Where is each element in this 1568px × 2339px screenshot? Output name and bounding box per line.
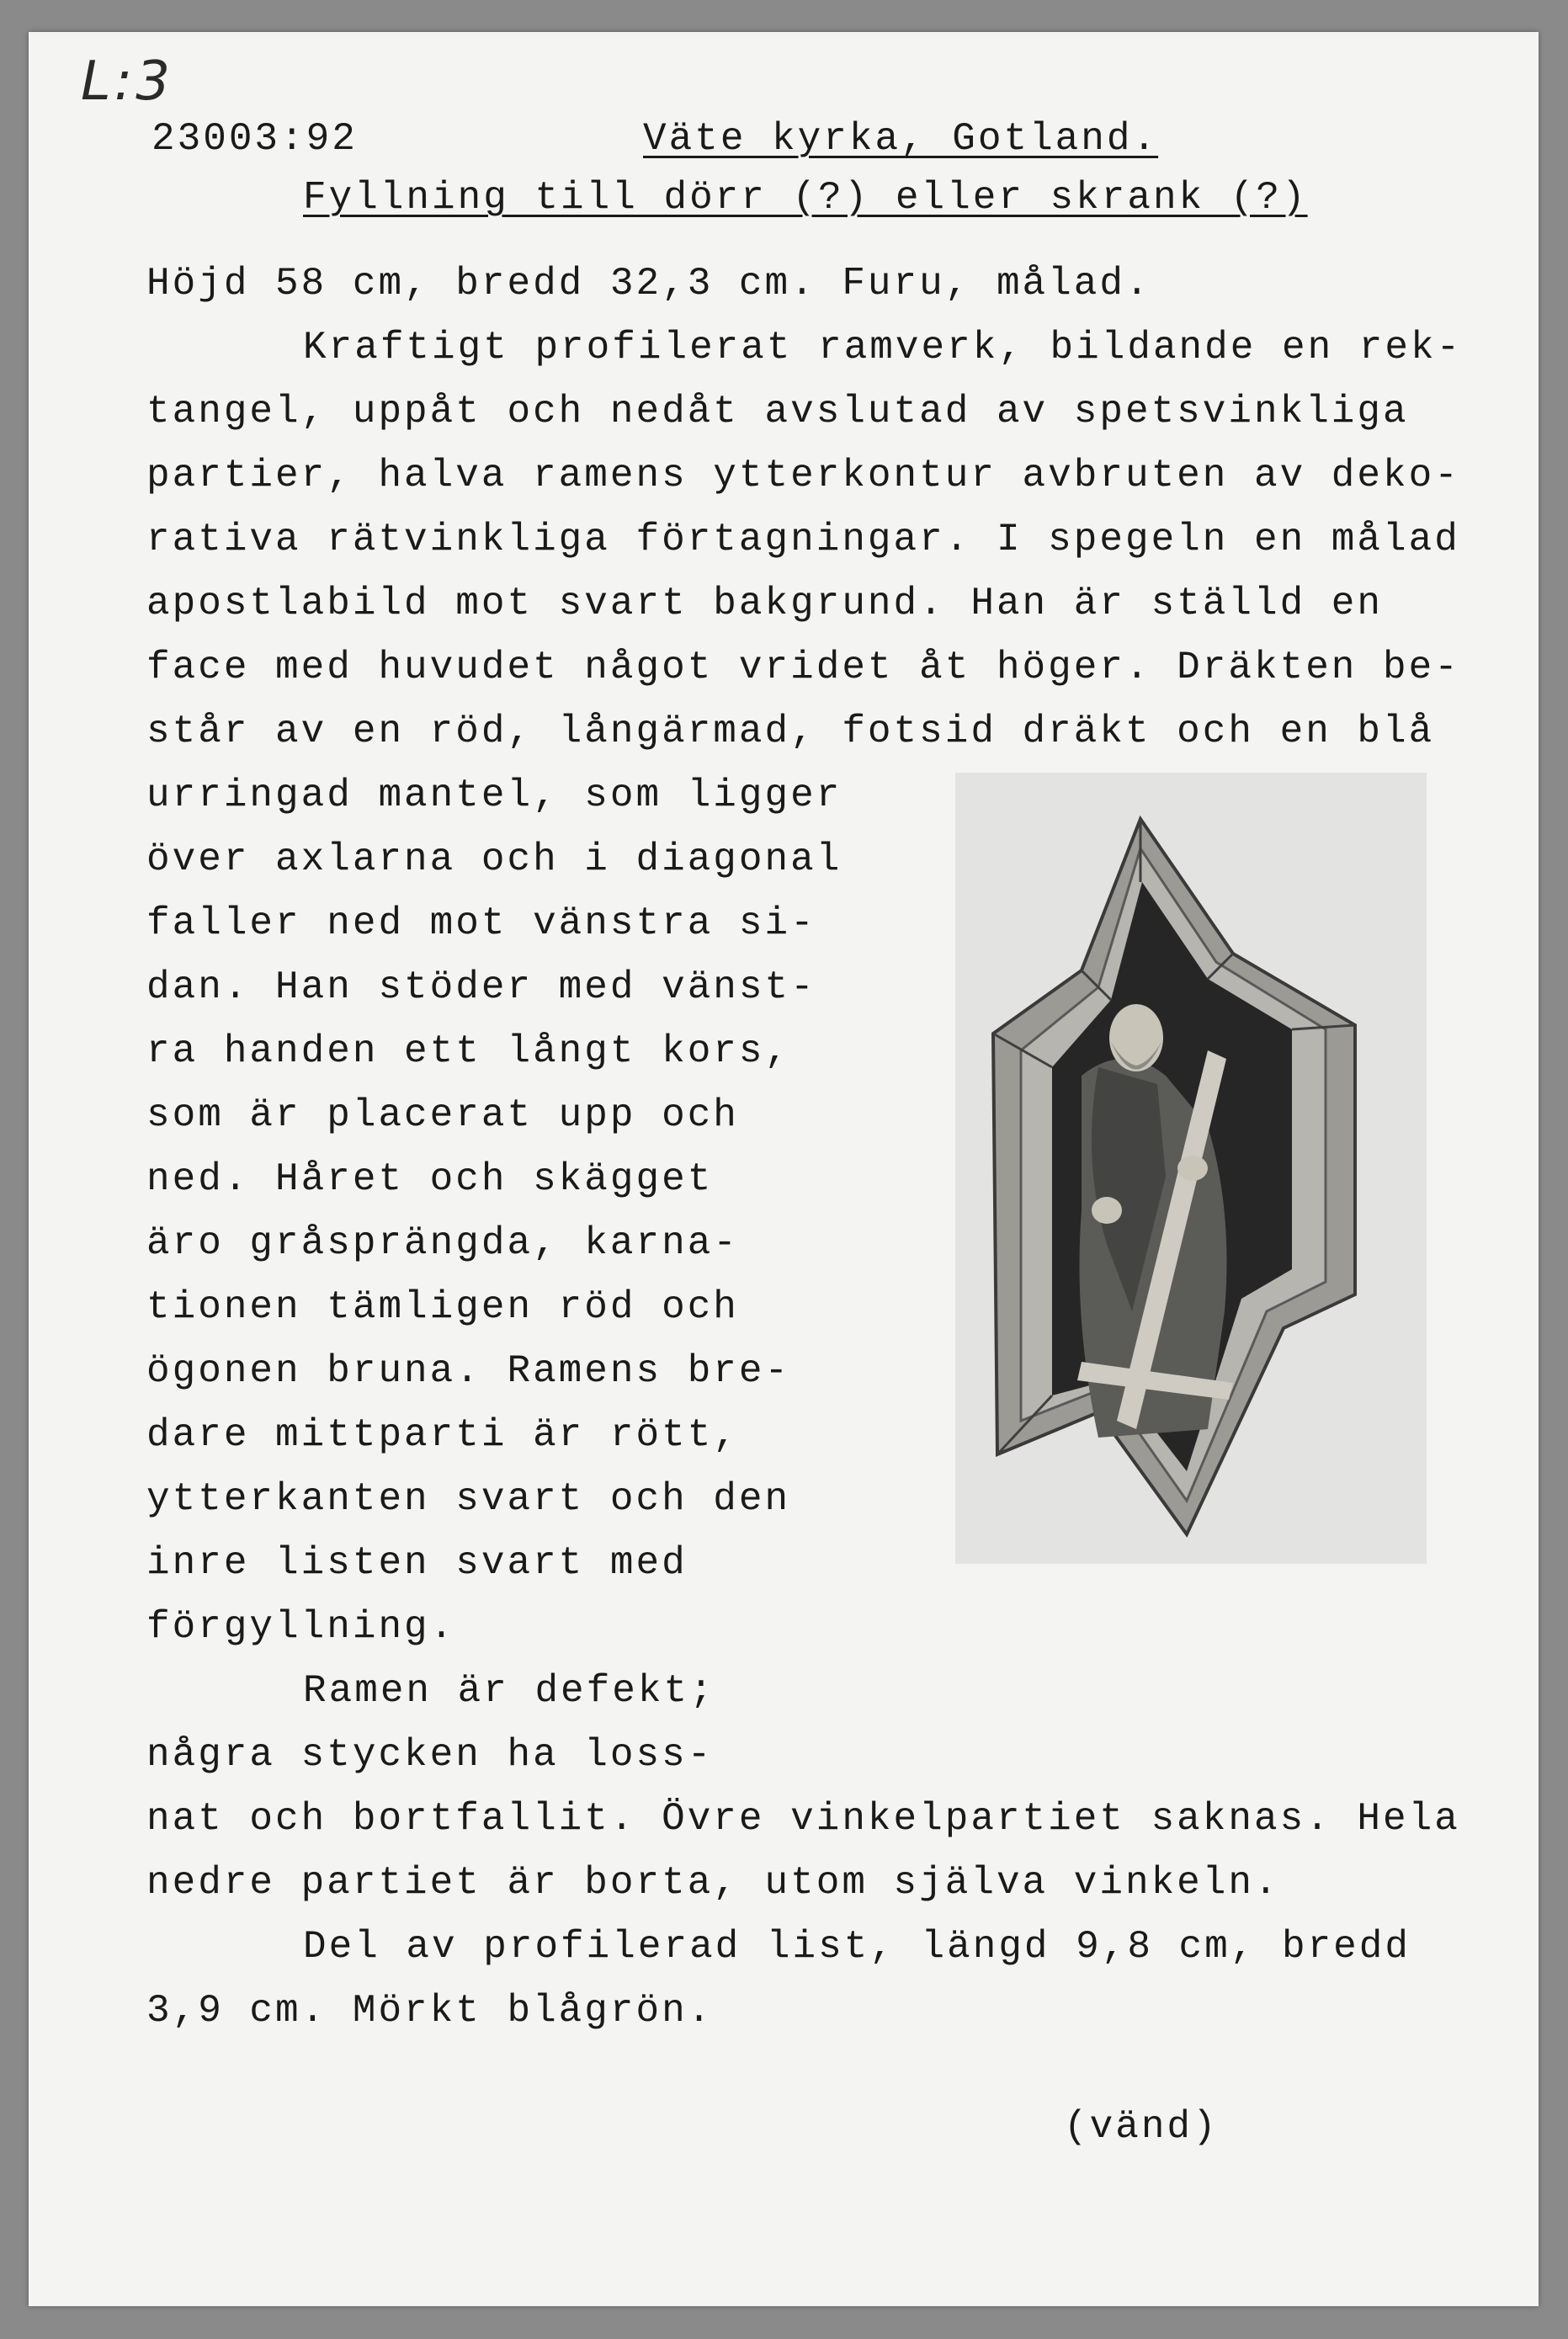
text-line-14: som är placerat upp och: [146, 1093, 739, 1137]
card-title: Väte kyrka, Gotland.: [643, 117, 1159, 161]
text-line-4: partier, halva ramens ytterkontur avbruten av deko-: [146, 454, 1460, 497]
text-line-26: nedre partiet är borta, utom själva vinkeln.: [146, 1861, 1280, 1905]
text-line-9: urringad mantel, som ligger: [146, 773, 842, 817]
text-line-23: Ramen är defekt;: [303, 1669, 715, 1713]
card-subtitle: Fyllning till dörr (?) eller skrank (?): [303, 176, 1308, 220]
catalog-number: 23003:92: [151, 117, 358, 161]
text-line-6: apostlabild mot svart bakgrund. Han är ställd en: [146, 582, 1384, 625]
text-line-8: står av en röd, långärmad, fotsid dräkt och en blå: [146, 710, 1435, 753]
text-line-10: över axlarna och i diagonal: [146, 837, 842, 881]
turn-over-note: (vänd): [1064, 2105, 1219, 2149]
text-line-28: 3,9 cm. Mörkt blågrön.: [146, 1989, 714, 2033]
handwritten-mark: L:3: [81, 51, 173, 113]
text-line-5: rativa rätvinkliga förtagningar. I spegeln en målad: [146, 518, 1460, 561]
text-line-1: Höjd 58 cm, bredd 32,3 cm. Furu, målad.: [146, 262, 1151, 306]
apostle-panel-photo: [955, 773, 1427, 1564]
text-line-2: Kraftigt profilerat ramverk, bildande en rek-: [303, 326, 1463, 369]
text-line-20: ytterkanten svart och den: [146, 1477, 791, 1521]
apostle-head: [1109, 1004, 1163, 1071]
text-line-15: ned. Håret och skägget: [146, 1157, 714, 1201]
text-line-22: förgyllning.: [146, 1605, 456, 1649]
text-line-21: inre listen svart med: [146, 1541, 688, 1585]
text-line-25: nat och bortfallit. Övre vinkelpartiet saknas. Hela: [146, 1797, 1460, 1841]
catalog-card: [29, 32, 1539, 2306]
text-line-7: face med huvudet något vridet åt höger. Dräkten be-: [146, 646, 1460, 689]
text-line-16: äro gråsprängda, karna-: [146, 1221, 739, 1265]
text-line-12: dan. Han stöder med vänst-: [146, 965, 816, 1009]
text-line-11: faller ned mot vänstra si-: [146, 901, 816, 945]
text-line-3: tangel, uppåt och nedåt avslutad av spetsvinkliga: [146, 390, 1409, 433]
text-line-18: ögonen bruna. Ramens bre-: [146, 1349, 791, 1393]
text-line-27: Del av profilerad list, längd 9,8 cm, bredd: [303, 1925, 1411, 1969]
text-line-13: ra handen ett långt kors,: [146, 1029, 791, 1073]
text-line-24: några stycken ha loss-: [146, 1733, 714, 1777]
text-line-19: dare mittparti är rött,: [146, 1413, 739, 1457]
apostle-hand-left: [1177, 1156, 1208, 1181]
apostle-hand-right: [1092, 1197, 1122, 1224]
text-line-17: tionen tämligen röd och: [146, 1285, 739, 1329]
